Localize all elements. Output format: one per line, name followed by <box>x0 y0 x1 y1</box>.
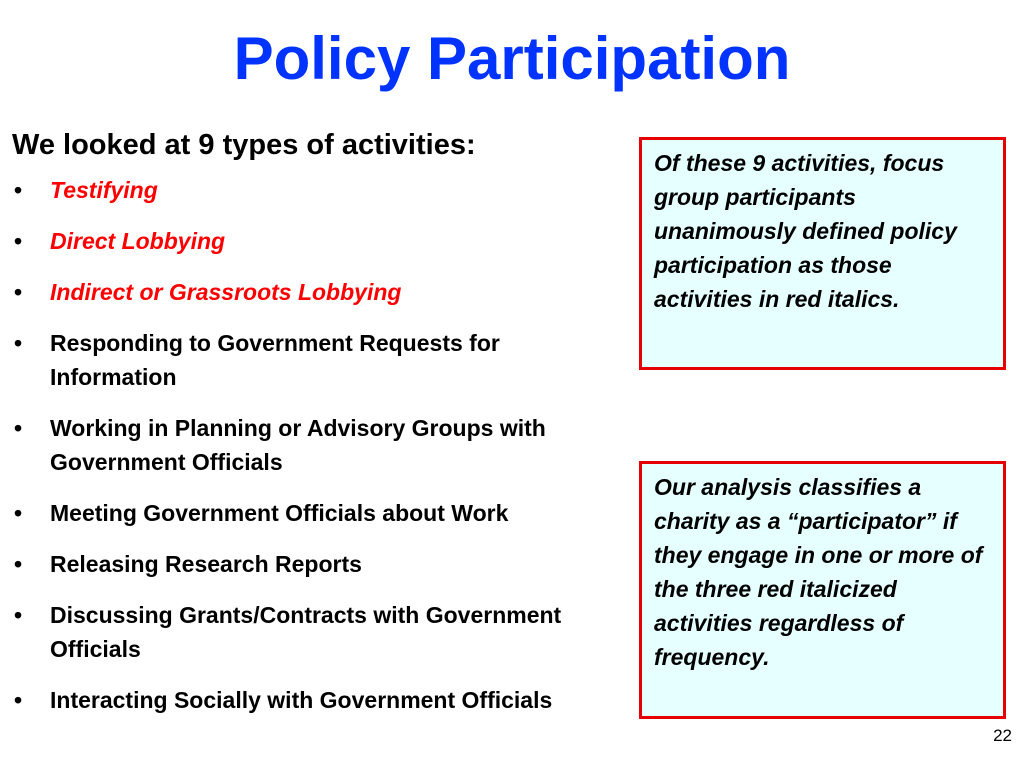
slide-title: Policy Participation <box>233 25 791 92</box>
bullet-icon: • <box>14 228 23 254</box>
bullet-icon: • <box>14 602 23 628</box>
bullet-icon: • <box>14 415 23 441</box>
list-item <box>14 547 624 581</box>
list-item <box>14 496 624 530</box>
page-number: 22 <box>993 726 1012 745</box>
list-item <box>14 326 624 394</box>
bullet-icon: • <box>14 551 23 577</box>
list-item <box>14 411 624 479</box>
list-item <box>14 224 624 258</box>
list-item <box>14 275 624 309</box>
activity-label: Interacting Socially with Government Officials <box>50 687 553 713</box>
activity-list <box>14 173 624 734</box>
bullet-icon: • <box>14 177 23 203</box>
list-item <box>14 683 624 717</box>
bullet-icon: • <box>14 330 23 356</box>
activity-label: Working in Planning or Advisory Groups with Government Officials <box>50 415 546 475</box>
intro-heading: We looked at 9 types of activities: <box>12 129 476 161</box>
activity-label: Direct Lobbying <box>50 228 226 254</box>
activity-label: Testifying <box>50 177 158 203</box>
list-item <box>14 598 624 666</box>
definition-note: Of these 9 activities, focus group participants unanimously defined policy participation as those activities in red italics. <box>639 137 1006 370</box>
bullet-icon: • <box>14 500 23 526</box>
activity-label: Indirect or Grassroots Lobbying <box>50 279 402 305</box>
bullet-icon: • <box>14 279 23 305</box>
activity-label: Releasing Research Reports <box>50 551 362 577</box>
activity-label: Responding to Government Requests for Information <box>50 330 500 390</box>
bullet-icon: • <box>14 687 23 713</box>
activity-label: Meeting Government Officials about Work <box>50 500 509 526</box>
activity-label: Discussing Grants/Contracts with Government Officials <box>50 602 562 662</box>
classification-note: Our analysis classifies a charity as a “participator” if they engage in one or more of the three red italicized activities regardless of frequency. <box>639 461 1006 719</box>
list-item <box>14 173 624 207</box>
